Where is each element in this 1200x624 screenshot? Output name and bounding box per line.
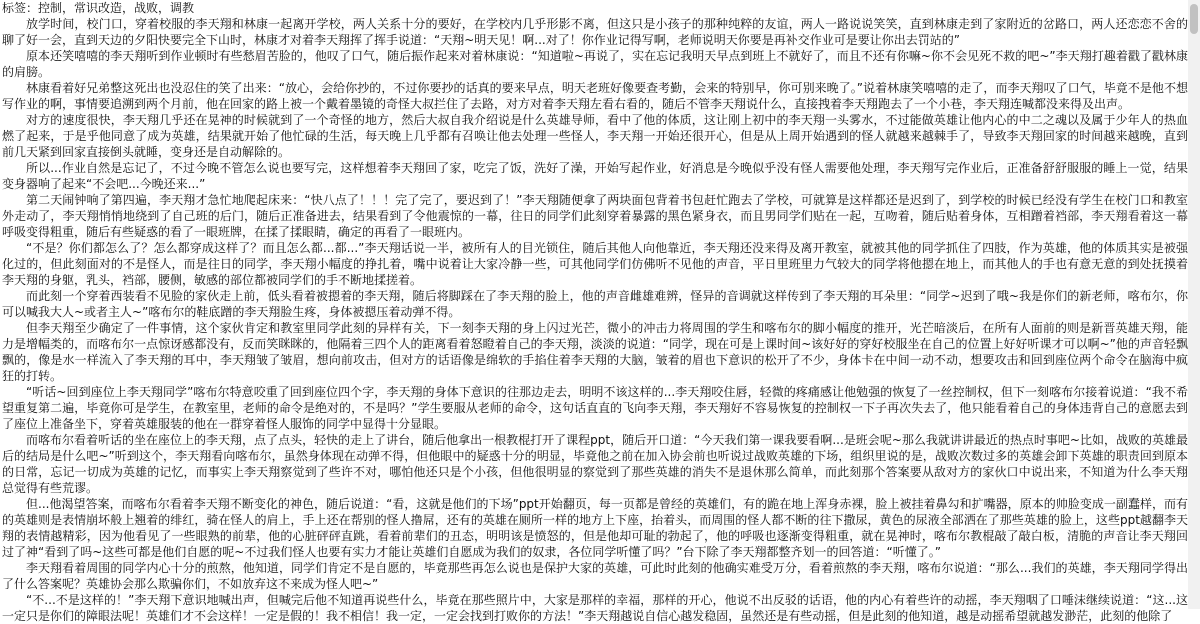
paragraph-12: 但...他渴望答案，而喀布尔看着李天翔不断变化的神色，随后说道：“看，这就是他们的下场”ppt开始翻页，每一页都是曾经的英雄们，有的跪在地上浑身赤裸，脸上被挂着鼻勾和扩嘴器，原本的帅脸变成一副蠢样，而有的英雄则是表情崩坏般上翘着的绯红，骑在怪人的肩上，手上还在帮别的怪人撸屌，还有的英雄在厕所一样的地方上下座，抬着头，而周围的怪人都不断的往下撒尿，黄色的尿液全部洒在了那些英雄的脸上，这些ppt越翻李天翔的表情越精彩，因为他看见了一些眼熟的前辈，他的心脏砰砰直跳，看着前辈们的丑态，明明该是愤怒的，但是他却可耻的勃起了，他的呼吸也逐渐变得粗重，就在晃神时，喀布尔教棍敲了敲白板，清脆的声音让李天翔回过了神“看到了吗~这些可都是他们自愿的呢~不过我们怪人也要有实力才能让英雄们自愿成为我们的奴隶，各位同学听懂了吗？”台下除了李天翔都整齐划一的回答道：“听懂了。”	[2, 497, 1188, 559]
scrollbar-thumb[interactable]	[1190, 4, 1198, 34]
paragraph-8: 而此刻一个穿着西装看不见脸的家伙走上前，低头看着被摁着的李天翔，随后将脚踩在了李天翔的脸上，他的声音雌雄难辨，怪异的音调就这样传到了李天翔的耳朵里：“同学~迟到了哦~我是你们的新老师，喀布尔，你可以喊我大人~或者主人~”喀布尔的鞋底蹭的李天翔脸生疼，身体被摁压着动弹不得。	[2, 289, 1188, 319]
paragraph-10: “听话~回到座位上李天翔同学”喀布尔特意咬重了回到座位四个字，李天翔的身体下意识的往那边走去，明明不该这样的...李天翔咬住唇，轻微的疼痛感让他勉强的恢复了一丝控制权，但下一刻喀布尔接着说道：“我不希望重复第二遍，毕竟你可是学生，在教室里，老师的命令是绝对的，不是吗？”学生要服从老师的命令，这句话直直的飞向李天翔，李天翔好不容易恢复的控制权一下子再次失去了，他只能看着自己的身体违背自己的意愿去到了座位上准备坐下，穿着英雄服装的他在一群穿着怪人服饰的同学中显得十分显眼。	[2, 385, 1188, 431]
paragraph-9: 但李天翔至少确定了一件事情，这个家伙肯定和教室里同学此刻的异样有关，下一刻李天翔的身上闪过光芒，微小的冲击力将周围的学生和喀布尔的脚小幅度的推开，光芒暗淡后，在所有人面前的则是新晋英雄天翔，能力是增幅类的，而喀布尔一点惊讶感都没有，反而笑眯眯的，他隔着三四个人的距离看着怒瞪着自己的李天翔，淡淡的说道：“同学，现在可是上课时间~该好好的穿好校服坐在自己的位置上好好听课才可以啊~”他的声音轻飘飘的，像是水一样流入了李天翔的耳中，李天翔皱了皱眉，想向前攻击，但对方的话语像是绵软的手掐住着李天翔的大脑，皱着的眉也下意识的松开了不少，身体卡在中间一动不动，想要攻击和回到座位两个命令在脑海中疯狂的打转。	[2, 321, 1188, 383]
paragraph-14: “不...不是这样的！”李天翔下意识地喊出声，但喊完后他不知道再说些什么，毕竟在那些照片中，大家是那样的幸福，那样的开心，他说不出反驳的话语，他的内心有着些许的动摇，李天翔咽了口唾沫继续说道：“这...这一定只是你们的障眼法呢！英雄们才不会这样！一定是假的！我不相信！我一定，一定会找到打败你的方法！”李天翔越说自信心越发稳固，虽然还是有些动摇，但是此刻的他知道，越是动摇希望就越发渺茫，此刻的他除了	[2, 593, 1188, 623]
document-body	[2, 0, 1188, 623]
paragraph-5: 所以...作业自然是忘记了，不过今晚不管怎么说也要写完，这样想着李天翔回了家，吃完了饭，洗好了澡，开始写起作业，好消息是今晚似乎没有怪人需要他处理，李天翔写完作业后，正准备舒舒服服的睡上一觉，结果变身器响了起来“不会吧...今晚还来...”	[2, 161, 1188, 191]
tags-line: 标签：控制，常识改造，战败，调教	[2, 1, 195, 15]
vertical-scrollbar[interactable]	[1188, 0, 1200, 609]
paragraph-6: 第二天闹钟响了第四遍，李天翔才急忙地爬起床来：“快八点了！！！完了完了，要迟到了！”李天翔随便拿了两块面包背着书包赶忙跑去了学校，可就算是这样都还是迟到了，到学校的时候已经没有学生在校门口和教室外走动了，李天翔悄悄地绕到了自己班的后门，随后正准备进去，结果看到了令他震惊的一幕，往日的同学们此刻穿着暴露的黑色紧身衣，而且男同学们贴在一起，互吻着，随后贴着身体，互相蹭着裆部，李天翔看着这一幕呼吸变得粗重，随后有些疑惑的看了一眼班牌，在揉了揉眼睛，确定的再看了一眼班内。	[2, 193, 1188, 239]
paragraph-3: 林康看着好兄弟整这死出也没忍住的笑了出来：“放心，会给你抄的，不过你要抄的话真的要来早点，明天老班好像要查考勤，会来的特别早，你可别来晚了。”说着林康笑嘻嘻的走了，而李天翔叹了口气，毕竟不是他不想写作业的啊，事情要追溯到两个月前，他在回家的路上被一个戴着墨镜的奇怪大叔拦住了去路，对方对着李天翔左看右看的，随后不管李天翔说什么，直接拽着李天翔跑去了一个小巷，李天翔连喊都没来得及出声。	[2, 81, 1188, 111]
paragraph-13: 李天翔看着周围的同学内心十分的煎熬，他知道，同学们肯定不是自愿的，毕竟那些再怎么说也是保护大家的英雄，可此时此刻的他确实难受万分，看着煎熬的李天翔，喀布尔说道：“那么...我们的英雄，李天翔同学得出了什么答案呢？英雄协会那么欺骗你们，不如放弃这不来成为怪人吧~”	[2, 561, 1188, 591]
paragraph-7: “不是？你们都怎么了？怎么都穿成这样了？而且怎么都...都...”李天翔话说一半，被所有人的目光锁住，随后其他人向他靠近，李天翔还没来得及离开教室，就被其他的同学抓住了四肢，作为英雄，他的体质其实是被强化过的，但此刻面对的不是怪人，而是往日的同学，李天翔小幅度的挣扎着，嘴中说着让大家冷静一些，可其他同学们仿佛听不见他的声音，平日里班里力气较大的同学将他摁在地上，而其他人的手也有意无意的到处抚摸着李天翔的身躯，乳头，裆部，腰侧，敏感的部位都被同学们的手不断地揉搓着。	[2, 241, 1188, 287]
paragraph-1: 放学时间，校门口，穿着校服的李天翔和林康一起离开学校，两人关系十分的要好，在学校内几乎形影不离，但这只是小孩子的那种纯粹的友谊，两人一路说说笑笑，直到林康走到了家附近的岔路口，两人还恋恋不舍的聊了好一会，直到天边的夕阳快要完全下山时，林康才对着李天翔挥了挥手说道：“天翔~明天见！啊...对了！你作业记得写啊，老师说明天你要是再补交作业可是要让你出去罚站的”	[2, 17, 1188, 47]
paragraph-4: 对方的速度很快，李天翔几乎还在晃神的时候就到了一个奇怪的地方，然后大叔自我介绍说是什么英雄导师，看中了他的体质，这让刚上初中的李天翔一头雾水，不过能做英雄让他内心的中二之魂以及属于少年人的热血燃了起来，于是乎他同意了成为英雄，结果就开始了他忙碌的生活，每天晚上几乎都有召唤让他去处理一些怪人，李天翔一开始还很开心，但是从上周开始遇到的怪人就越来越棘手了，导致李天翔回家的时间越来越晚，直到前几天紧到回家直接倒头就睡，变身还是自动解除的。	[2, 113, 1188, 159]
paragraph-11: 而喀布尔看着听话的坐在座位上的李天翔，点了点头，轻快的走上了讲台，随后他拿出一根教棍打开了课程ppt，随后开口道：“今天我们第一课我要看啊...是班会呢~那么我就讲讲最近的热点时事吧~比如，战败的英雄最后的结局是什么吧~”听到这个，李天翔看向喀布尔，虽然身体现在动弹不得，但他眼中的疑惑十分的明显，毕竟他之前在加入协会前也听说过战败英雄的下场，组织里说的是，战败次数过多的英雄会卸下英雄的职责回到原本的日常，忘记一切成为英雄的记忆，而事实上李天翔察觉到了些许不对，哪怕他还只是个小孩，但他很明显的察觉到了那些英雄的消失不是退休那么简单，而此刻那个答案要从敌对方的家伙口中说出来，不知道为什么李天翔总觉得有些荒谬。	[2, 433, 1188, 495]
paragraph-2: 原本还笑嘻嘻的李天翔听到作业顿时有些愁眉苦脸的，他叹了口气，随后振作起来对着林康说：“知道啦~再说了，实在忘记我明天早点到班上不就好了，而且不还有你嘛~你不会见死不救的吧~”李天翔打趣着戳了戳林康的肩膀。	[2, 49, 1188, 79]
